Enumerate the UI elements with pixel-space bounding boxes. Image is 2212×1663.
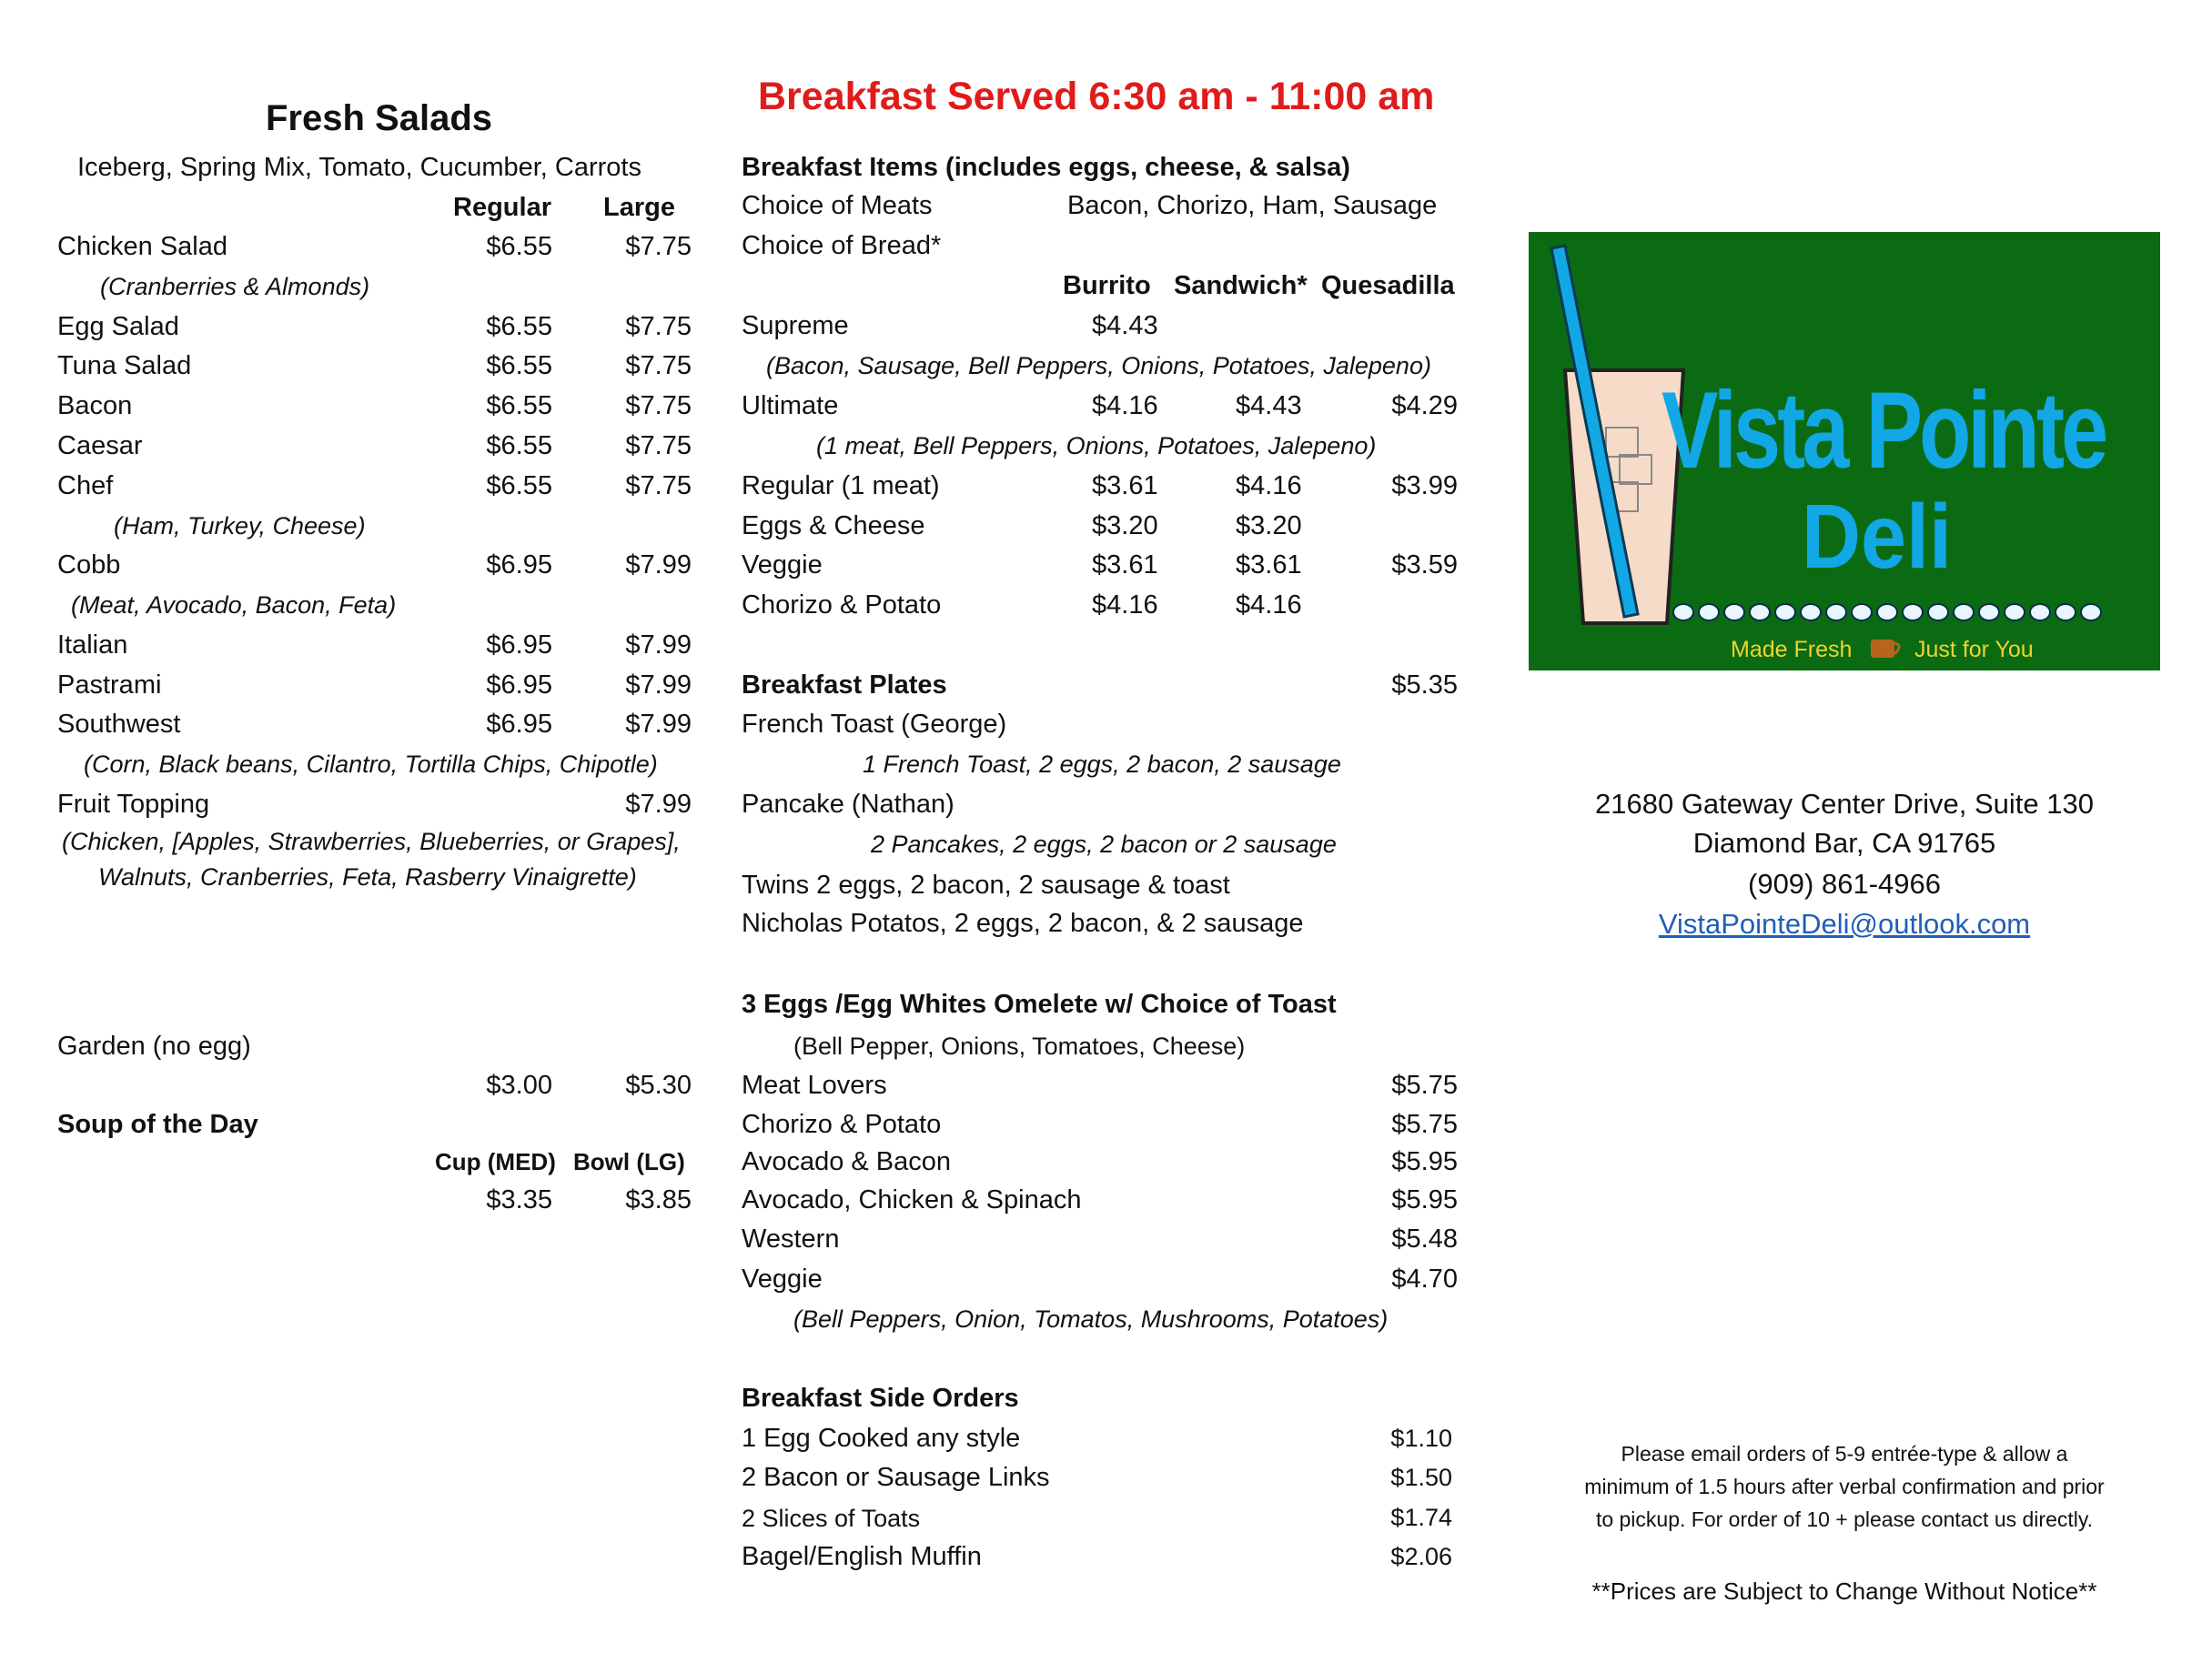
deli-logo — [1529, 232, 2160, 670]
salad-item-name: Italian — [57, 630, 128, 660]
side-item-price: $1.74 — [1390, 1504, 1452, 1531]
omelete-item-price: $5.95 — [1391, 1185, 1458, 1214]
breakfast-item-name: Regular (1 meat) — [742, 471, 940, 500]
breakfast-item-burrito: $4.43 — [1092, 311, 1158, 340]
salads-subtitle: Iceberg, Spring Mix, Tomato, Cucumber, Carrots — [77, 153, 641, 182]
breakfast-item-name: Ultimate — [742, 391, 839, 420]
salad-item-regular: $6.55 — [486, 351, 552, 380]
omelete-item-price: $4.70 — [1391, 1265, 1458, 1294]
omelete-item-name: Avocado, Chicken & Spinach — [742, 1185, 1082, 1214]
side-item-name: 2 Slices of Toats — [742, 1505, 921, 1532]
side-item-name: 2 Bacon or Sausage Links — [742, 1463, 1050, 1492]
coffee-cup-icon — [1871, 640, 1899, 658]
salad-item-regular: $6.95 — [486, 550, 552, 580]
salad-item-large: $7.75 — [625, 351, 692, 380]
salad-item-large: $7.75 — [625, 232, 692, 261]
omelete-item-price: $5.75 — [1391, 1071, 1458, 1100]
salad-item-name: Bacon — [57, 391, 133, 420]
salad-item-name: Tuna Salad — [57, 351, 192, 380]
salad-item-note: Walnuts, Cranberries, Feta, Rasberry Vinaigrette) — [98, 863, 637, 891]
salad-item-regular: $6.55 — [486, 312, 552, 341]
salad-item-note: (Chicken, [Apples, Strawberries, Blueberries, or Grapes], — [62, 828, 681, 855]
salads-title: Fresh Salads — [266, 98, 493, 138]
salad-item-regular: $6.95 — [486, 630, 552, 660]
breakfast-items-title: Breakfast Items (includes eggs, cheese, & salsa) — [742, 153, 1350, 182]
omelete-item-name: Chorizo & Potato — [742, 1110, 942, 1139]
logo-tagline-left: Made Fresh — [1731, 637, 1853, 662]
breakfast-item-sandwich: $3.61 — [1236, 550, 1302, 580]
breakfast-item-quesadilla: $3.59 — [1391, 550, 1458, 580]
omelete-item-price: $5.95 — [1391, 1147, 1458, 1176]
plate-item-name: Pancake (Nathan) — [742, 790, 954, 819]
plate-item-note: 2 Pancakes, 2 eggs, 2 bacon or 2 sausage — [871, 831, 1337, 858]
soup-col-bowl: Bowl (LG) — [573, 1148, 685, 1175]
salad-item-regular: $6.55 — [486, 471, 552, 500]
omelete-item-price: $5.75 — [1391, 1110, 1458, 1139]
side-item-price: $1.10 — [1390, 1425, 1452, 1452]
side-item-name: 1 Egg Cooked any style — [742, 1424, 1021, 1453]
logo-line1: Vista Pointe — [1662, 369, 2106, 491]
soup-title: Soup of the Day — [57, 1110, 258, 1139]
salad-item-large: $7.99 — [625, 550, 692, 580]
salad-item-large: $7.99 — [625, 790, 692, 819]
salad-item-regular: $6.55 — [486, 391, 552, 420]
breakfast-plates-price: $5.35 — [1391, 670, 1458, 700]
salad-item-name: Cobb — [57, 550, 121, 580]
omelete-item-price: $5.48 — [1391, 1225, 1458, 1254]
breakfast-item-sandwich: $4.16 — [1236, 471, 1302, 500]
order-note-line1: Please email orders of 5-9 entrée-type & allow a — [1621, 1442, 2068, 1466]
soup-cup-price: $3.35 — [486, 1185, 552, 1214]
col-burrito-header: Burrito — [1063, 271, 1151, 300]
breakfast-item-sandwich: $4.43 — [1236, 391, 1302, 420]
salad-item-note: (Meat, Avocado, Bacon, Feta) — [71, 591, 397, 619]
breakfast-item-note: (Bacon, Sausage, Bell Peppers, Onions, Potatoes, Jalepeno) — [766, 352, 1431, 379]
salad-item-name: Fruit Topping — [57, 790, 210, 819]
address-line1: 21680 Gateway Center Drive, Suite 130 — [1595, 788, 2094, 820]
email-container — [1529, 906, 2160, 942]
col-sandwich-header: Sandwich* — [1174, 271, 1308, 300]
omelete-item-name: Veggie — [742, 1265, 823, 1294]
breakfast-item-sandwich: $4.16 — [1236, 590, 1302, 620]
breakfast-item-burrito: $4.16 — [1092, 391, 1158, 420]
col-quesadilla-header: Quesadilla — [1321, 271, 1455, 300]
salad-item-large: $7.99 — [625, 670, 692, 700]
salad-item-note: (Ham, Turkey, Cheese) — [114, 512, 366, 539]
email-link[interactable]: VistaPointeDeli@outlook.com — [1658, 908, 2031, 940]
breakfast-item-burrito: $3.61 — [1092, 471, 1158, 500]
plate-item-name: Twins 2 eggs, 2 bacon, 2 sausage & toast — [742, 871, 1230, 900]
soup-bowl-price: $3.85 — [625, 1185, 692, 1214]
salad-item-note: (Corn, Black beans, Cilantro, Tortilla Chips, Chipotle) — [84, 751, 658, 778]
omelete-item-name: Western — [742, 1225, 840, 1254]
address-line2: Diamond Bar, CA 91765 — [1692, 827, 1996, 859]
salad-item-large: $7.75 — [625, 431, 692, 460]
breakfast-item-quesadilla: $4.29 — [1391, 391, 1458, 420]
salad-item-regular: $6.55 — [486, 232, 552, 261]
breakfast-item-name: Supreme — [742, 311, 849, 340]
salad-item-large: $7.75 — [625, 471, 692, 500]
breakfast-hours: Breakfast Served 6:30 am - 11:00 am — [758, 75, 1435, 118]
salad-item-large: $7.75 — [625, 312, 692, 341]
breakfast-item-quesadilla: $3.99 — [1391, 471, 1458, 500]
breakfast-item-burrito: $3.20 — [1092, 511, 1158, 540]
choice-of-meats-label: Choice of Meats — [742, 191, 933, 220]
phone-number: (909) 861-4966 — [1748, 868, 1941, 900]
salad-item-regular: $6.95 — [486, 710, 552, 739]
side-item-name: Bagel/English Muffin — [742, 1542, 982, 1571]
breakfast-item-sandwich: $3.20 — [1236, 511, 1302, 540]
omelete-item-name: Avocado & Bacon — [742, 1147, 952, 1176]
breakfast-item-name: Eggs & Cheese — [742, 511, 925, 540]
salad-item-large: $7.75 — [625, 391, 692, 420]
logo-tagline-right: Just for You — [1914, 637, 2034, 662]
salad-item-regular: $6.55 — [486, 431, 552, 460]
garden-salad-regular: $3.00 — [486, 1071, 552, 1100]
order-note-line2: minimum of 1.5 hours after verbal confirmation and prior — [1584, 1475, 2105, 1498]
salad-item-name: Chicken Salad — [57, 232, 227, 261]
omelete-note: (Bell Peppers, Onion, Tomatos, Mushrooms, Potatoes) — [793, 1305, 1389, 1333]
garden-salad-large: $5.30 — [625, 1071, 692, 1100]
choice-of-bread-label: Choice of Bread* — [742, 231, 942, 260]
omelete-subtitle: (Bell Pepper, Onions, Tomatoes, Cheese) — [793, 1033, 1246, 1060]
salad-item-name: Southwest — [57, 710, 181, 739]
plate-item-name: Nicholas Potatos, 2 eggs, 2 bacon, & 2 sausage — [742, 909, 1304, 938]
order-note-line3: to pickup. For order of 10 + please contact us directly. — [1595, 1507, 2094, 1531]
side-orders-title: Breakfast Side Orders — [742, 1384, 1019, 1413]
col-large-header: Large — [603, 193, 675, 222]
salad-item-name: Caesar — [57, 431, 143, 460]
omelete-title: 3 Eggs /Egg Whites Omelete w/ Choice of Toast — [742, 990, 1337, 1019]
garden-salad-name: Garden (no egg) — [57, 1032, 251, 1061]
breakfast-plates-title: Breakfast Plates — [742, 670, 947, 700]
breakfast-item-burrito: $4.16 — [1092, 590, 1158, 620]
salad-item-large: $7.99 — [625, 710, 692, 739]
salad-item-large: $7.99 — [625, 630, 692, 660]
choice-of-meats-value: Bacon, Chorizo, Ham, Sausage — [1067, 191, 1438, 220]
price-disclaimer: **Prices are Subject to Change Without Notice** — [1591, 1577, 2097, 1605]
plate-item-name: French Toast (George) — [742, 710, 1007, 739]
salad-item-name: Pastrami — [57, 670, 162, 700]
breakfast-item-name: Veggie — [742, 550, 823, 580]
soup-col-cup: Cup (MED) — [435, 1148, 556, 1175]
plate-item-note: 1 French Toast, 2 eggs, 2 bacon, 2 sausage — [863, 751, 1341, 778]
salad-item-name: Egg Salad — [57, 312, 179, 341]
breakfast-item-burrito: $3.61 — [1092, 550, 1158, 580]
salad-item-name: Chef — [57, 471, 114, 500]
breakfast-item-note: (1 meat, Bell Peppers, Onions, Potatoes, Jalepeno) — [816, 432, 1377, 459]
salad-item-regular: $6.95 — [486, 670, 552, 700]
salad-item-note: (Cranberries & Almonds) — [100, 273, 370, 300]
breakfast-item-name: Chorizo & Potato — [742, 590, 942, 620]
col-regular-header: Regular — [453, 193, 551, 222]
side-item-price: $1.50 — [1390, 1464, 1452, 1491]
omelete-item-name: Meat Lovers — [742, 1071, 887, 1100]
logo-line2: Deli — [1802, 486, 1953, 588]
side-item-price: $2.06 — [1390, 1543, 1452, 1570]
